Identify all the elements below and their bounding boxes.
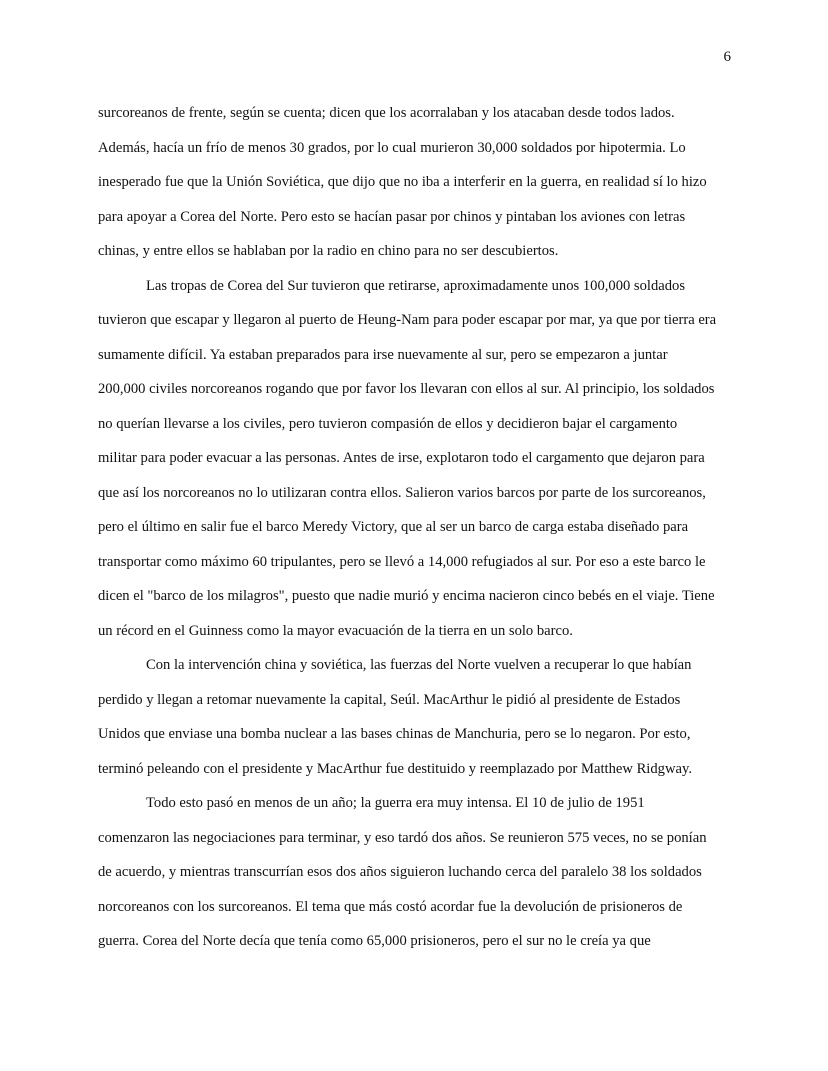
text-line: Unidos que enviase una bomba nuclear a las bases chinas de Manchuria, pero se lo negaron. Por esto, <box>98 726 691 742</box>
text-line: Además, hacía un frío de menos 30 grados, por lo cual murieron 30,000 soldados por hipotermia. Lo <box>98 139 686 156</box>
text-line: Con la intervención china y soviética, las fuerzas del Norte vuelven a recuperar lo que habían <box>146 657 692 673</box>
text-line: inesperado fue que la Unión Soviética, que dijo que no iba a interferir en la guerra, en realidad sí lo hizo <box>98 174 707 190</box>
text-line: surcoreanos de frente, según se cuenta; dicen que los acorralaban y los atacaban desde todos lados. <box>98 105 675 121</box>
text-line: Todo esto pasó en menos de un año; la guerra era muy intensa. El 10 de julio de 1951 <box>146 795 645 811</box>
text-line: dicen el "barco de los milagros", puesto que nadie murió y encima nacieron cinco bebés en el viaje. Tiene <box>98 588 715 604</box>
text-line: transportar como máximo 60 tripulantes, pero se llevó a 14,000 refugiados al sur. Por eso a este barco le <box>98 553 706 570</box>
text-line: 200,000 civiles norcoreanos rogando que por favor los llevaran con ellos al sur. Al principio, los soldados <box>98 381 715 397</box>
text-line: un récord en el Guinness como la mayor evacuación de la tierra en un solo barco. <box>98 622 573 639</box>
paragraph-1 <box>98 96 738 269</box>
text-line: norcoreanos con los surcoreanos. El tema que más costó acordar fue la devolución de prisioneros de <box>98 898 683 915</box>
text-line: que así los norcoreanos no lo utilizaran contra ellos. Salieron varios barcos por parte de los surcoreanos, <box>98 484 706 501</box>
text-line: para apoyar a Corea del Norte. Pero esto se hacían pasar por chinos y pintaban los aviones con letras <box>98 208 686 225</box>
text-line: de acuerdo, y mientras transcurrían esos dos años siguieron luchando cerca del paralelo 38 los soldados <box>98 864 702 880</box>
text-line: guerra. Corea del Norte decía que tenía como 65,000 prisioneros, pero el sur no le creía ya que <box>98 933 651 949</box>
text-line: no querían llevarse a los civiles, pero tuvieron compasión de ellos y decidieron bajar el cargamento <box>98 415 678 432</box>
page-number: 6 <box>723 49 731 65</box>
text-line: Las tropas de Corea del Sur tuvieron que retirarse, aproximadamente unos 100,000 soldados <box>146 277 686 294</box>
text-line: perdido y llegan a retomar nuevamente la capital, Seúl. MacArthur le pidió al presidente de Estados <box>98 691 681 708</box>
text-line: chinas, y entre ellos se hablaban por la radio en chino para no ser descubiertos. <box>98 243 559 259</box>
paragraph-2 <box>98 269 738 649</box>
text-line: terminó peleando con el presidente y MacArthur fue destituido y reemplazado por Matthew Ridgway. <box>98 760 692 777</box>
paragraph-3 <box>98 648 738 786</box>
text-line: sumamente difícil. Ya estaban preparados para irse nuevamente al sur, pero se empezaron a juntar <box>98 346 668 363</box>
text-line: militar para poder evacuar a las personas. Antes de irse, explotaron todo el cargamento que dejaron para <box>98 450 705 466</box>
text-line: comenzaron las negociaciones para terminar, y eso tardó dos años. Se reunieron 575 veces, no se ponían <box>98 829 707 846</box>
text-line: pero el último en salir fue el barco Meredy Victory, que al ser un barco de carga estaba diseñado para <box>98 519 689 535</box>
text-line: tuvieron que escapar y llegaron al puerto de Heung-Nam para poder escapar por mar, ya que por tierra era <box>98 312 717 328</box>
body-text <box>98 96 738 959</box>
paragraph-4 <box>98 786 738 959</box>
